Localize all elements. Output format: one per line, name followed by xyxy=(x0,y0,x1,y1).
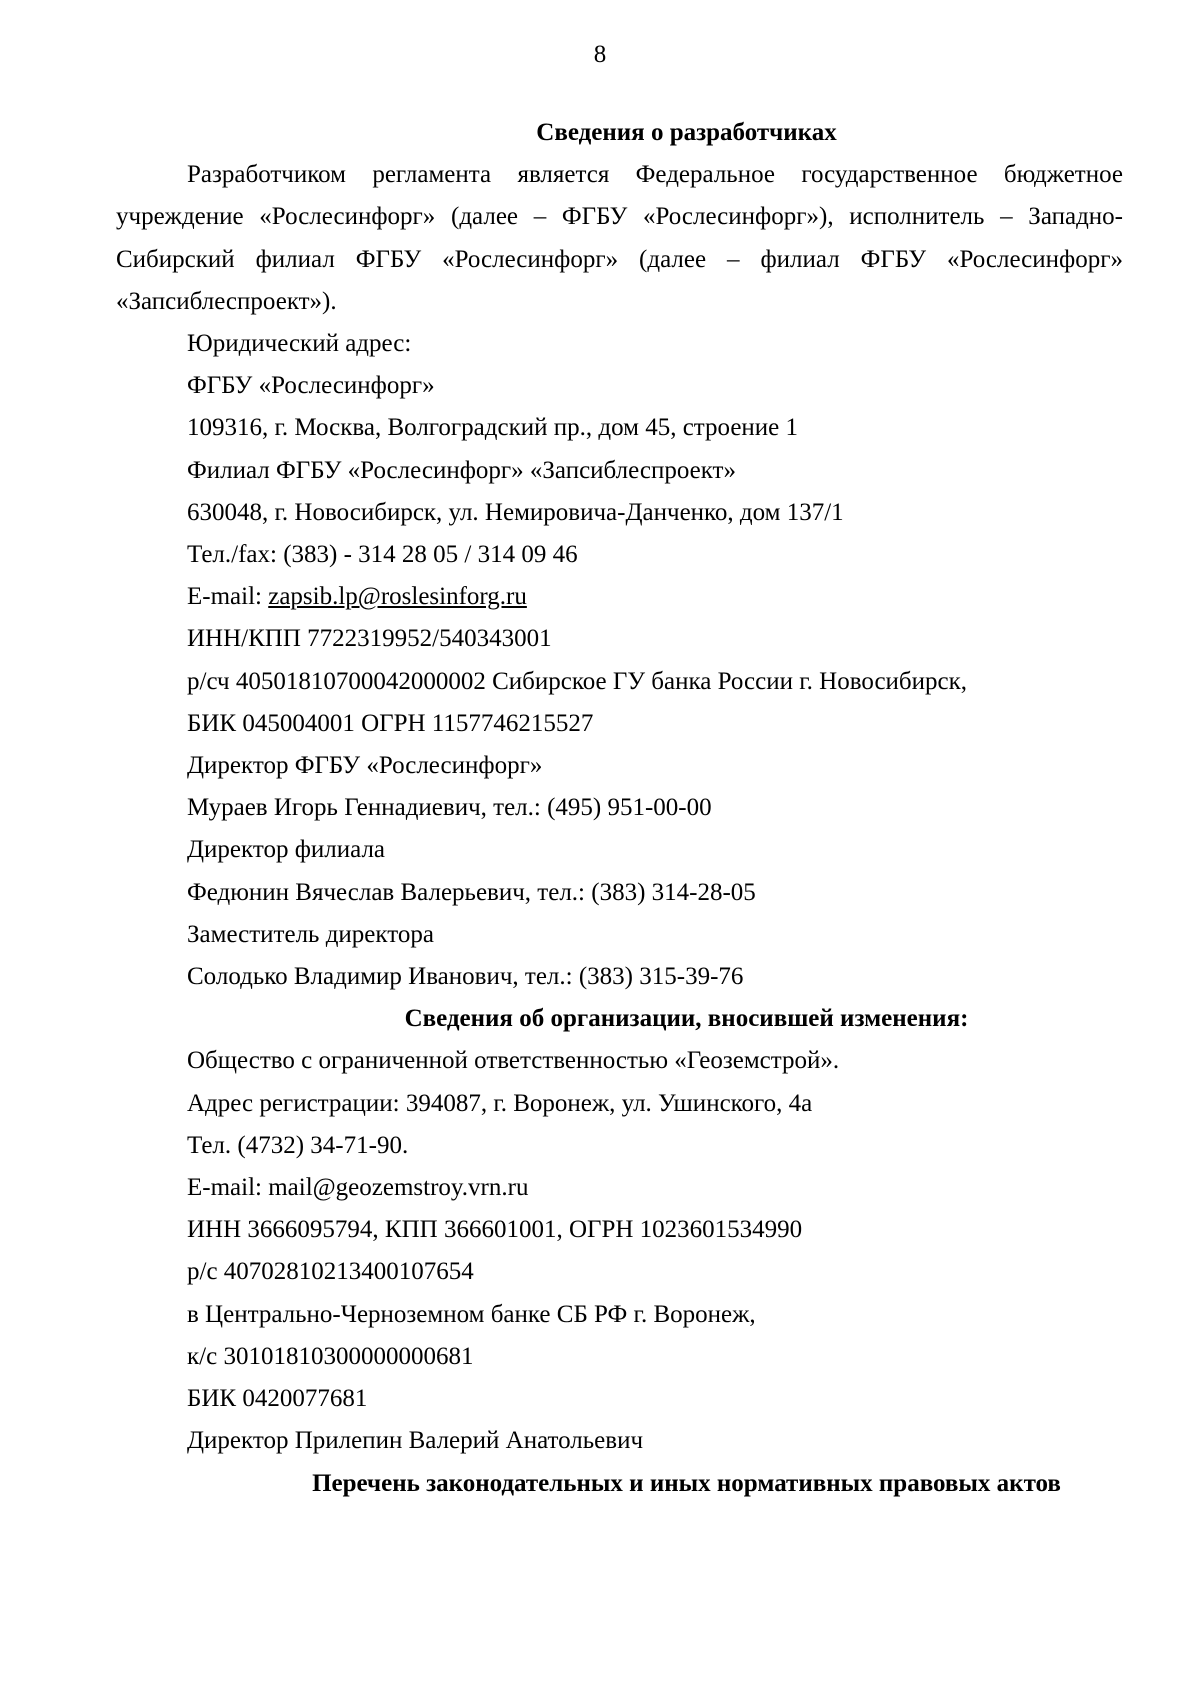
page-number: 8 xyxy=(593,41,607,68)
inn-kpp: ИНН/КПП 7722319952/540343001 xyxy=(187,625,552,653)
page-content xyxy=(116,112,1123,1505)
branch-director-name: Федюнин Вячеслав Валерьевич, тел.: (383) 314-28-05 xyxy=(187,878,756,906)
modifier-heading: Сведения об организации, вносившей изменения: xyxy=(404,1005,969,1033)
legal-address-label: Юридический адрес: xyxy=(187,330,412,358)
modifier-bank: в Центрально-Черноземном банке СБ РФ г. Воронеж, xyxy=(187,1300,756,1328)
email-link[interactable]: zapsib.lp@roslesinforg.ru xyxy=(268,583,527,611)
modifier-director: Директор Прилепин Валерий Анатольевич xyxy=(187,1427,644,1455)
modifier-inn-kpp-ogrn: ИНН 3666095794, КПП 366601001, ОГРН 1023601534990 xyxy=(187,1216,803,1244)
bank-account: р/сч 40501810700042000002 Сибирское ГУ банка России г. Новосибирск, xyxy=(187,667,968,695)
email-label: E-mail: xyxy=(187,583,269,611)
modifier-account: р/с 40702810213400107654 xyxy=(187,1258,474,1286)
modifier-reg-address: Адрес регистрации: 394087, г. Воронеж, ул. Ушинского, 4а xyxy=(187,1089,813,1117)
modifier-corr-account: к/с 30101810300000000681 xyxy=(187,1342,474,1370)
acts-heading: Перечень законодательных и иных нормативных правовых актов xyxy=(312,1469,1061,1497)
deputy-title: Заместитель директора xyxy=(187,920,434,948)
developers-intro-paragraph: Разработчиком регламента является Федеральное государственное бюджетное учреждение «Рослесинфорг» (далее – ФГБУ «Рослесинфорг»), исполнитель – Западно-Сибирский филиал ФГБУ «Рослесинфорг» (далее – филиал ФГБУ «Рослесинфорг» «Запсиблеспроект»). xyxy=(116,161,1123,315)
developers-heading: Сведения о разработчиках xyxy=(536,119,837,146)
modifier-email: E-mail: mail@geozemstroy.vrn.ru xyxy=(187,1174,529,1202)
modifier-org-name: Общество с ограниченной ответственностью «Геоземстрой». xyxy=(187,1047,840,1075)
org-name: ФГБУ «Рослесинфорг» xyxy=(187,372,435,400)
bik-ogrn: БИК 045004001 ОГРН 1157746215527 xyxy=(187,709,594,737)
branch-director-title: Директор филиала xyxy=(187,836,386,864)
phone-fax: Тел./fax: (383) - 314 28 05 / 314 09 46 xyxy=(187,541,578,569)
modifier-phone: Тел. (4732) 34-71-90. xyxy=(187,1131,409,1159)
org-address: 109316, г. Москва, Волгоградский пр., дом 45, строение 1 xyxy=(187,414,799,442)
director-name: Мураев Игорь Геннадиевич, тел.: (495) 951-00-00 xyxy=(187,794,712,822)
branch-name: Филиал ФГБУ «Рослесинфорг» «Запсиблеспроект» xyxy=(187,456,736,484)
branch-address: 630048, г. Новосибирск, ул. Немировича-Данченко, дом 137/1 xyxy=(187,498,844,526)
email-line xyxy=(116,576,1123,618)
director-title: Директор ФГБУ «Рослесинфорг» xyxy=(187,752,543,780)
deputy-name: Солодько Владимир Иванович, тел.: (383) 315-39-76 xyxy=(187,963,744,991)
modifier-bik: БИК 0420077681 xyxy=(187,1385,368,1413)
